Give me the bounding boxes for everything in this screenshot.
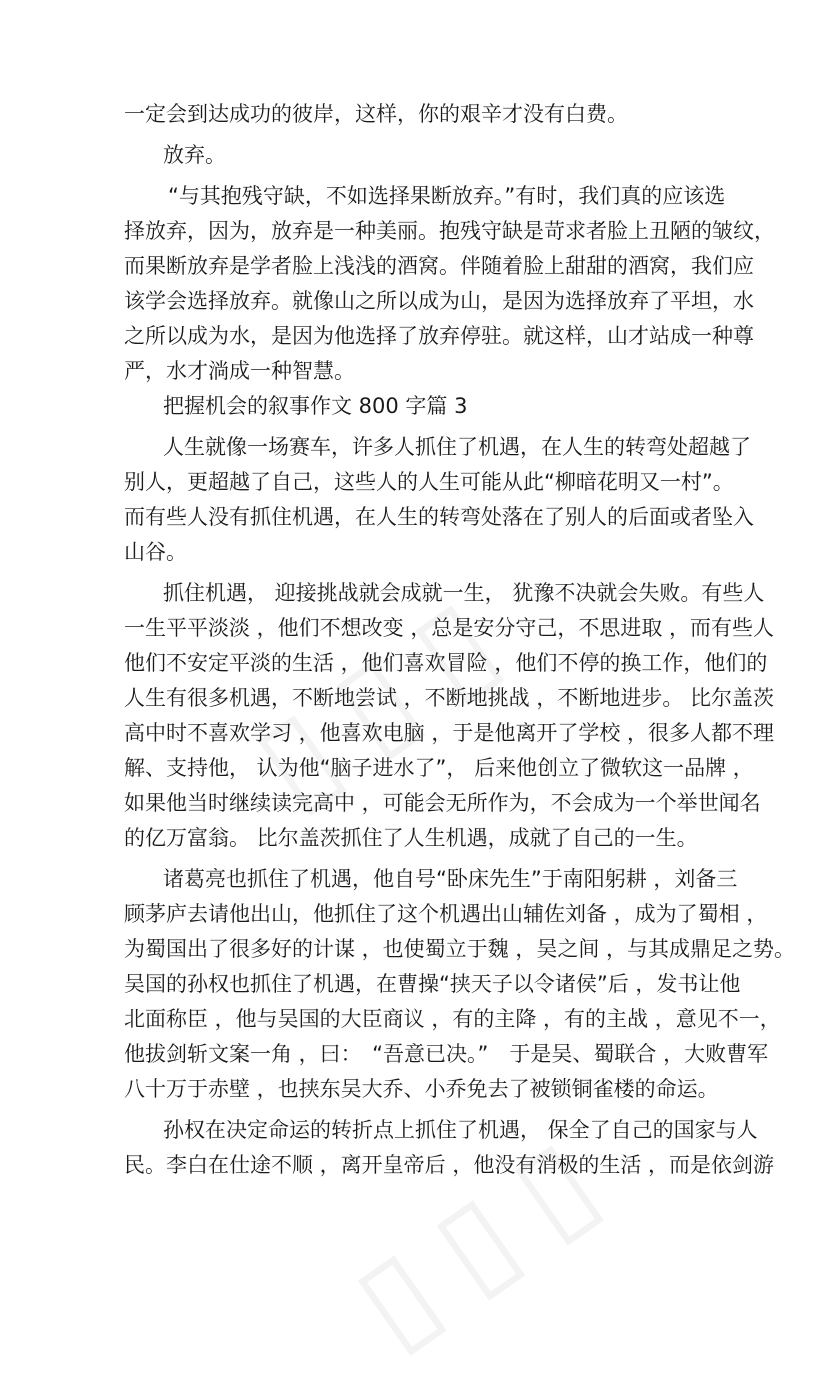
text-line: 如果他当时继续读完高中 ，可能会无所作为，不会成为一个举世闻名 [124, 791, 761, 815]
paragraph [124, 430, 754, 570]
text-line: 高中时不喜欢学习 ，他喜欢电脑 ，于是他离开了学校 ，很多人都不理 [124, 721, 775, 745]
paragraph [124, 862, 796, 1107]
text-line: 抓住机遇， 迎接挑战就会成就一生， 犹豫不决就会失败。有些人 [163, 581, 765, 605]
text-line: 吴国的孙权也抓住了机遇，在曹操“挟天子以令诸侯”后 ，发书让他 [124, 972, 741, 996]
paragraph [124, 1113, 775, 1183]
text-line: 人生就像一场赛车，许多人抓住了机遇，在人生的转弯处超越了 [163, 435, 751, 459]
text-line: 他拔剑斩文案一角 ，曰： “吾意已决。” 于是吴、蜀联合 ，大败曹军 [124, 1042, 769, 1066]
paragraph [124, 179, 775, 389]
text-line: 把握机会的叙事作文 800 字篇 3 [163, 394, 468, 418]
text-line: 他们不安定平淡的生活 ，他们喜欢冒险 ，他们不停的换工作，他们的 [124, 651, 768, 675]
text-line: 别人，更超越了自己，这些人的人生可能从此“柳暗花明又一村”。 [124, 470, 734, 494]
text-line: 一定会到达成功的彼岸，这样，你的艰辛才没有白费。 [124, 102, 628, 126]
paragraph [124, 576, 775, 856]
text-line: 而果断放弃是学者脸上浅浅的酒窝。伴随着脸上甜甜的酒窝，我们应 [124, 254, 754, 278]
text-line: 一生平平淡淡 ，他们不想改变 ，总是安分守己，不思进取 ，而有些人 [124, 616, 775, 640]
text-line: “与其抱残守缺，不如选择果断放弃。”有时，我们真的应该选 [168, 184, 726, 208]
text-line: 孙权在决定命运的转折点上抓住了机遇， 保全了自己的国家与人 [163, 1118, 758, 1142]
text-line: 人生有很多机遇，不断地尝试 ，不断地挑战 ，不断地进步。 比尔盖茨 [124, 686, 775, 710]
text-line: 放弃。 [163, 143, 226, 167]
paragraph [124, 138, 714, 173]
text-line: 八十万于赤壁 ，也挟东吴大乔、小乔免去了被锁铜雀楼的命运。 [124, 1077, 719, 1101]
text-line: 山谷。 [124, 540, 187, 564]
text-line: 而有些人没有抓住机遇，在人生的转弯处落在了别人的后面或者坠入 [124, 505, 754, 529]
text-line: 严，水才淌成一种智慧。 [124, 359, 355, 383]
section-title [124, 389, 714, 424]
text-line: 择放弃，因为，放弃是一种美丽。抱残守缺是苛求者脸上丑陋的皱纹， [124, 219, 775, 243]
text-line: 民。李白在仕途不顺 ，离开皇帝后 ，他没有消极的生活 ，而是依剑游 [124, 1153, 775, 1177]
text-line: 为蜀国出了很多好的计谋 ，也使蜀立于魏 ，吴之间 ，与其成鼎足之势。 [124, 937, 796, 961]
text-line: 之所以成为水，是因为他选择了放弃停驻。就这样，山才站成一种尊 [124, 324, 754, 348]
paragraph [124, 97, 714, 132]
text-line: 的亿万富翁。 比尔盖茨抓住了人生机遇，成就了自己的一生。 [124, 826, 698, 850]
text-line: 该学会选择放弃。就像山之所以成为山，是因为选择放弃了平坦，水 [124, 289, 754, 313]
article-body [124, 97, 796, 1183]
text-line: 顾茅庐去请他出山，他抓住了这个机遇出山辅佐刘备 ，成为了蜀相 ， [124, 902, 768, 926]
text-line: 诸葛亮也抓住了机遇，他自号“卧床先生”于南阳躬耕 ，刘备三 [163, 867, 738, 891]
text-line: 解、支持他， 认为他“脑子进水了”， 后来他创立了微软这一品牌 ， [124, 756, 754, 780]
text-line: 北面称臣 ，他与吴国的大臣商议 ，有的主降 ，有的主战 ，意见不一， [124, 1007, 781, 1031]
